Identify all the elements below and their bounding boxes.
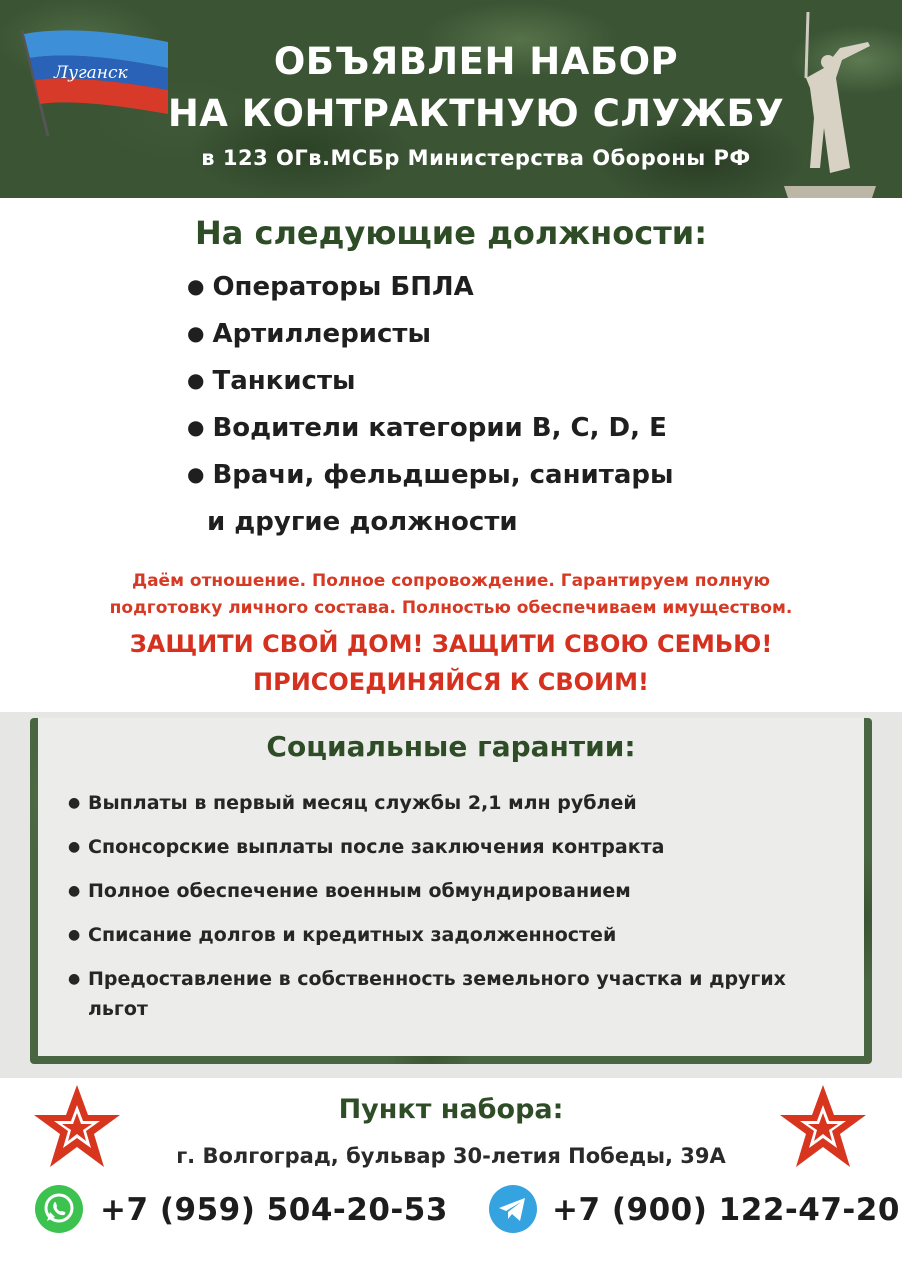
header-banner [0, 0, 902, 198]
list-item: ● Танкисты [187, 366, 356, 396]
recruitment-address: г. Волгоград, бульвар 30-летия Победы, 39А [176, 1144, 726, 1168]
motherland-statue-icon [780, 8, 880, 198]
bullet-icon: ● [68, 795, 81, 811]
bullet-icon: ● [187, 274, 205, 298]
list-item: ● Операторы БПЛА [187, 272, 474, 302]
list-item: ● Предоставление в собственность земельного участка и других льгот [68, 964, 838, 1024]
whatsapp-phone[interactable]: +7 (959) 504-20-53 [100, 1192, 448, 1228]
bullet-icon: ● [187, 415, 205, 439]
list-item: ● Спонсорские выплаты после заключения контракта [68, 832, 838, 862]
list-item-other: и другие должности [207, 507, 518, 537]
list-item: ● Артиллеристы [187, 319, 432, 349]
slogan-line-2: ПРИСОЕДИНЯЙСЯ К СВОИМ! [253, 668, 649, 696]
slogan-line-1: ЗАЩИТИ СВОЙ ДОМ! ЗАЩИТИ СВОЮ СЕМЬЮ! [129, 630, 773, 658]
header-title-line1: ОБЪЯВЛЕН НАБОР [273, 40, 679, 83]
promo-line-1: Даём отношение. Полное сопровождение. Гарантируем полную [131, 571, 771, 591]
social-heading: Социальные гарантии: [266, 730, 636, 763]
list-item: ● Выплаты в первый месяц службы 2,1 млн рублей [68, 788, 838, 818]
promo-line-2: подготовку личного состава. Полностью обеспечиваем имуществом. [109, 598, 793, 618]
whatsapp-icon[interactable] [34, 1184, 84, 1234]
header-title-line2: НА КОНТРАКТНУЮ СЛУЖБУ [167, 92, 785, 135]
positions-heading: На следующие должности: [194, 214, 707, 252]
bullet-icon: ● [68, 927, 81, 943]
recruitment-point-heading: Пункт набора: [338, 1094, 564, 1125]
bullet-icon: ● [68, 839, 81, 855]
svg-text:Луганск: Луганск [54, 63, 128, 83]
bullet-icon: ● [68, 971, 81, 987]
bullet-icon: ● [187, 368, 205, 392]
bullet-icon: ● [68, 883, 81, 899]
bullet-icon: ● [187, 462, 205, 486]
positions-list [187, 268, 674, 550]
list-item: ● Списание долгов и кредитных задолженностей [68, 920, 838, 950]
list-item: ● Врачи, фельдшеры, санитары [187, 460, 674, 490]
list-item: ● Полное обеспечение военным обмундированием [68, 876, 838, 906]
header-subtitle: в 123 ОГв.МСБр Министерства Обороны РФ [201, 146, 751, 170]
social-list [68, 788, 838, 1038]
list-item: ● Водители категории В, С, D, E [187, 413, 667, 443]
bullet-icon: ● [187, 321, 205, 345]
telegram-icon[interactable] [488, 1184, 538, 1234]
telegram-phone[interactable]: +7 (900) 122-47-20 [552, 1192, 900, 1228]
